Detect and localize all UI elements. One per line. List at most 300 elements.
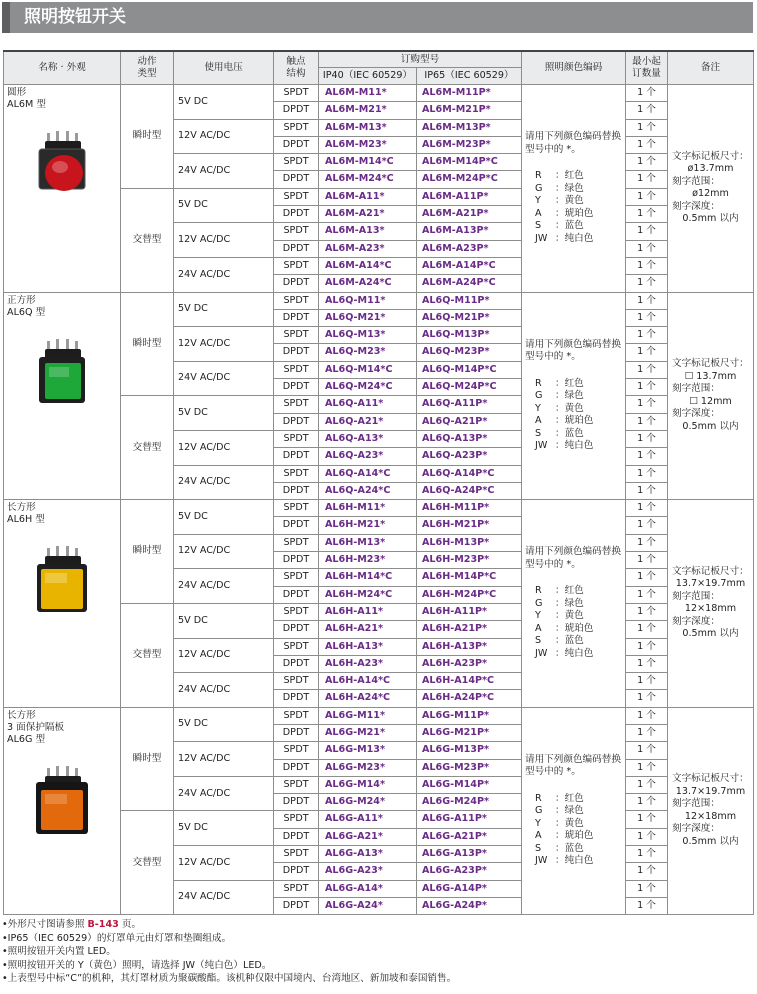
color-name: ：蓝色 xyxy=(555,635,584,647)
min-qty-cell: 1 个 xyxy=(626,828,668,845)
color-code: JW xyxy=(535,440,548,452)
color-name: ：绿色 xyxy=(555,390,584,402)
color-name: ：蓝色 xyxy=(555,842,584,854)
model-ip65: AL6M-A14P*C xyxy=(417,257,522,274)
model-ip40: AL6G-A13* xyxy=(319,846,417,863)
voltage-cell: 24V AC/DC xyxy=(174,880,274,915)
min-qty-cell: 1 个 xyxy=(626,552,668,569)
color-code: G xyxy=(535,597,543,609)
contact-cell: SPDT xyxy=(274,223,319,240)
min-qty-cell: 1 个 xyxy=(626,707,668,724)
model-ip65: AL6H-M14P*C xyxy=(417,569,522,586)
model-ip65: AL6G-M11P* xyxy=(417,707,522,724)
min-qty-cell: 1 个 xyxy=(626,413,668,430)
color-code-row xyxy=(525,233,622,246)
model-ip65: AL6Q-M21P* xyxy=(417,309,522,326)
model-ip40: AL6M-A13* xyxy=(319,223,417,240)
note-line: 文字标记板尺寸： xyxy=(672,773,749,785)
voltage-cell: 12V AC/DC xyxy=(174,119,274,154)
min-qty-cell: 1 个 xyxy=(626,863,668,880)
model-ip40: AL6M-A23* xyxy=(319,240,417,257)
note-line: 13.7×19.7mm xyxy=(675,785,746,797)
color-code-row xyxy=(525,598,622,611)
color-name: ：绿色 xyxy=(555,182,584,194)
contact-cell: DPDT xyxy=(274,897,319,914)
color-name: ：红色 xyxy=(555,792,584,804)
product-name-line2: 3 面保护隔板 xyxy=(7,721,65,733)
note-line: 刻字范围： xyxy=(672,175,720,187)
min-qty-cell: 1 个 xyxy=(626,275,668,292)
note-line: 12×18mm xyxy=(684,810,737,822)
min-qty-cell: 1 个 xyxy=(626,292,668,309)
contact-cell: DPDT xyxy=(274,240,319,257)
model-ip65: AL6H-M11P* xyxy=(417,500,522,517)
model-ip40: AL6G-M14* xyxy=(319,776,417,793)
contact-cell: DPDT xyxy=(274,136,319,153)
voltage-cell: 5V DC xyxy=(174,603,274,638)
min-qty-cell: 1 个 xyxy=(626,690,668,707)
min-qty-cell: 1 个 xyxy=(626,638,668,655)
header-min-text: 最小起 订数量 xyxy=(632,56,661,79)
contact-cell: DPDT xyxy=(274,171,319,188)
voltage-cell: 5V DC xyxy=(174,188,274,223)
table-row xyxy=(4,292,754,309)
contact-cell: SPDT xyxy=(274,292,319,309)
model-ip40: AL6M-M14*C xyxy=(319,154,417,171)
color-code-row xyxy=(525,428,622,441)
min-qty-cell: 1 个 xyxy=(626,327,668,344)
model-ip40: AL6H-A24*C xyxy=(319,690,417,707)
footnote-5: •上表型号中标“C”的机种，其灯罩材质为聚碳酸酯。该机种仅限中国境内、台湾地区、新加坡和泰国销售。 xyxy=(2,973,457,985)
voltage-cell: 24V AC/DC xyxy=(174,465,274,500)
model-ip65: AL6M-M11P* xyxy=(417,85,522,102)
table-row xyxy=(4,707,754,724)
contact-cell: SPDT xyxy=(274,673,319,690)
voltage-cell: 5V DC xyxy=(174,811,274,846)
min-qty-cell: 1 个 xyxy=(626,171,668,188)
min-qty-cell: 1 个 xyxy=(626,119,668,136)
min-qty-cell: 1 个 xyxy=(626,621,668,638)
product-name-line3: AL6G 型 xyxy=(7,733,46,745)
contact-cell: DPDT xyxy=(274,794,319,811)
model-ip65: AL6M-M13P* xyxy=(417,119,522,136)
model-ip40: AL6Q-A24*C xyxy=(319,482,417,499)
model-ip65: AL6Q-A24P*C xyxy=(417,482,522,499)
voltage-cell: 24V AC/DC xyxy=(174,154,274,189)
min-qty-cell: 1 个 xyxy=(626,759,668,776)
color-code-row xyxy=(525,220,622,233)
header-action-text: 动作 类型 xyxy=(137,56,157,79)
min-qty-cell: 1 个 xyxy=(626,846,668,863)
min-qty-cell: 1 个 xyxy=(626,136,668,153)
color-code-row xyxy=(525,403,622,416)
note-line: 文字标记板尺寸： xyxy=(672,358,749,370)
color-name: ：琥珀色 xyxy=(555,415,594,427)
header-color: 照明颜色编码 xyxy=(522,51,626,85)
min-qty-cell: 1 个 xyxy=(626,309,668,326)
contact-cell: SPDT xyxy=(274,327,319,344)
voltage-cell: 5V DC xyxy=(174,396,274,431)
color-code: Y xyxy=(535,817,541,829)
color-name: ：绿色 xyxy=(555,805,584,817)
min-qty-cell: 1 个 xyxy=(626,482,668,499)
color-code: A xyxy=(535,207,542,219)
model-ip40: AL6Q-M13* xyxy=(319,327,417,344)
note-line: 刻字深度： xyxy=(672,408,720,420)
contact-cell: SPDT xyxy=(274,154,319,171)
color-code: S xyxy=(535,427,542,439)
header-min xyxy=(626,51,668,85)
header-row-1 xyxy=(4,51,754,68)
model-ip65: AL6Q-M24P*C xyxy=(417,379,522,396)
color-code: Y xyxy=(535,610,541,622)
color-name: ：红色 xyxy=(555,170,584,182)
contact-cell: DPDT xyxy=(274,482,319,499)
color-name: ：黄色 xyxy=(555,195,584,207)
color-name: ：蓝色 xyxy=(555,220,584,232)
color-name: ：绿色 xyxy=(555,597,584,609)
model-ip65: AL6H-A11P* xyxy=(417,603,522,620)
min-qty-cell: 1 个 xyxy=(626,569,668,586)
model-ip65: AL6Q-M23P* xyxy=(417,344,522,361)
note-line: 刻字范围： xyxy=(672,798,720,810)
model-ip40: AL6M-M23* xyxy=(319,136,417,153)
contact-cell: DPDT xyxy=(274,863,319,880)
contact-cell: SPDT xyxy=(274,396,319,413)
footnote-1 xyxy=(2,918,754,932)
voltage-cell: 24V AC/DC xyxy=(174,673,274,708)
model-ip65: AL6M-A11P* xyxy=(417,188,522,205)
voltage-cell: 5V DC xyxy=(174,707,274,742)
color-code: JW xyxy=(535,855,548,867)
color-code-row xyxy=(525,635,622,648)
contact-cell: DPDT xyxy=(274,724,319,741)
contact-cell: DPDT xyxy=(274,586,319,603)
color-code-cell xyxy=(522,707,626,915)
model-ip40: AL6H-A21* xyxy=(319,621,417,638)
min-qty-cell: 1 个 xyxy=(626,586,668,603)
note-line: ø13.7mm xyxy=(687,163,734,175)
footnote-4: •照明按钮开关的 Y（黄色）照明，请选择 JW（纯白色）LED。 xyxy=(2,959,272,971)
contact-cell: SPDT xyxy=(274,500,319,517)
color-code-row xyxy=(525,183,622,196)
contact-cell: DPDT xyxy=(274,621,319,638)
color-code: G xyxy=(535,805,543,817)
contact-cell: SPDT xyxy=(274,811,319,828)
voltage-cell: 24V AC/DC xyxy=(174,776,274,811)
model-ip65: AL6H-A21P* xyxy=(417,621,522,638)
color-intro-text: 请用下列颜色编码替换型号中的 *。 xyxy=(525,546,621,570)
color-intro-text: 请用下列颜色编码替换型号中的 *。 xyxy=(525,131,621,155)
model-ip65: AL6Q-M13P* xyxy=(417,327,522,344)
model-ip40: AL6H-M14*C xyxy=(319,569,417,586)
footnote-3: •照明按钮开关内置 LED。 xyxy=(2,946,116,958)
model-ip40: AL6G-M24* xyxy=(319,794,417,811)
model-ip65: AL6G-M24P* xyxy=(417,794,522,811)
model-ip40: AL6H-M23* xyxy=(319,552,417,569)
model-ip40: AL6G-M11* xyxy=(319,707,417,724)
voltage-cell: 5V DC xyxy=(174,292,274,327)
color-code-row xyxy=(525,830,622,843)
product-table xyxy=(3,50,754,915)
model-ip40: AL6G-A14* xyxy=(319,880,417,897)
model-ip65: AL6M-M24P*C xyxy=(417,171,522,188)
note-line: 刻字范围： xyxy=(672,383,720,395)
color-code: S xyxy=(535,635,542,647)
note-cell xyxy=(668,707,754,915)
contact-cell: SPDT xyxy=(274,465,319,482)
color-code: G xyxy=(535,182,543,194)
color-code: R xyxy=(535,377,542,389)
model-ip65: AL6G-A14P* xyxy=(417,880,522,897)
color-name: ：纯白色 xyxy=(555,440,594,452)
header-action xyxy=(121,51,174,85)
model-ip65: AL6Q-A14P*C xyxy=(417,465,522,482)
color-code-row xyxy=(525,195,622,208)
contact-cell: SPDT xyxy=(274,846,319,863)
model-ip65: AL6G-A21P* xyxy=(417,828,522,845)
color-name: ：纯白色 xyxy=(555,647,594,659)
note-line: 文字标记板尺寸： xyxy=(672,565,749,577)
footnote-2: •IP65（IEC 60529）的灯罩单元由灯罩和垫圈组成。 xyxy=(2,932,232,944)
min-qty-cell: 1 个 xyxy=(626,673,668,690)
color-name: ：纯白色 xyxy=(555,855,594,867)
min-qty-cell: 1 个 xyxy=(626,724,668,741)
voltage-cell: 5V DC xyxy=(174,85,274,120)
model-ip40: AL6Q-M14*C xyxy=(319,361,417,378)
note-line: 0.5mm 以内 xyxy=(682,835,739,847)
product-name-line1: 长方形 xyxy=(7,502,36,514)
color-code-row xyxy=(525,610,622,623)
note-cell xyxy=(668,85,754,293)
table-row xyxy=(4,500,754,517)
contact-cell: DPDT xyxy=(274,309,319,326)
min-qty-cell: 1 个 xyxy=(626,880,668,897)
color-code: A xyxy=(535,830,542,842)
product-name-cell xyxy=(4,292,121,500)
color-name: ：红色 xyxy=(555,585,584,597)
note-line: 刻字范围： xyxy=(672,590,720,602)
model-ip65: AL6Q-M14P*C xyxy=(417,361,522,378)
color-code-row xyxy=(525,585,622,598)
color-intro-text: 请用下列颜色编码替换型号中的 *。 xyxy=(525,338,621,363)
color-code-row xyxy=(525,390,622,403)
voltage-cell: 12V AC/DC xyxy=(174,430,274,465)
color-name: ：琥珀色 xyxy=(555,207,594,219)
header-name: 名称 · 外观 xyxy=(4,51,121,85)
model-ip65: AL6Q-A21P* xyxy=(417,413,522,430)
color-code-row xyxy=(525,440,622,453)
model-ip65: AL6M-A21P* xyxy=(417,206,522,223)
product-name-cell xyxy=(4,707,121,915)
note-line: 刻字深度： xyxy=(672,615,720,627)
model-ip40: AL6G-A11* xyxy=(319,811,417,828)
product-image xyxy=(33,129,91,201)
model-ip40: AL6H-A14*C xyxy=(319,673,417,690)
color-code: JW xyxy=(535,647,548,659)
table-row xyxy=(4,85,754,102)
footnote-1-text: •外形尺寸图请参照 xyxy=(2,919,88,930)
color-name: ：琥珀色 xyxy=(555,830,594,842)
product-name-line1: 圆形 xyxy=(7,87,27,98)
model-ip40: AL6G-A21* xyxy=(319,828,417,845)
action-type-alternate: 交替型 xyxy=(121,396,174,500)
page-reference-link[interactable]: B-143 xyxy=(87,919,119,930)
product-name-line1: 正方形 xyxy=(7,294,36,306)
action-type-momentary: 瞬时型 xyxy=(121,500,174,604)
voltage-cell: 24V AC/DC xyxy=(174,361,274,396)
header-contact-text: 触点 结构 xyxy=(286,56,306,79)
model-ip40: AL6G-A23* xyxy=(319,863,417,880)
note-line: 文字标记板尺寸： xyxy=(672,150,749,162)
color-code-row xyxy=(525,818,622,831)
color-code: R xyxy=(535,170,542,182)
contact-cell: SPDT xyxy=(274,742,319,759)
product-image xyxy=(33,337,91,409)
note-line: 0.5mm 以内 xyxy=(682,213,739,225)
color-name: ：蓝色 xyxy=(555,427,584,439)
min-qty-cell: 1 个 xyxy=(626,188,668,205)
model-ip40: AL6G-M13* xyxy=(319,742,417,759)
contact-cell: SPDT xyxy=(274,430,319,447)
contact-cell: DPDT xyxy=(274,552,319,569)
color-code: S xyxy=(535,220,542,232)
model-ip65: AL6Q-M11P* xyxy=(417,292,522,309)
contact-cell: SPDT xyxy=(274,85,319,102)
min-qty-cell: 1 个 xyxy=(626,465,668,482)
model-ip65: AL6G-M14P* xyxy=(417,776,522,793)
model-ip40: AL6G-M21* xyxy=(319,724,417,741)
model-ip65: AL6M-M23P* xyxy=(417,136,522,153)
color-name: ：黄色 xyxy=(555,610,584,622)
color-name: ：琥珀色 xyxy=(555,622,594,634)
model-ip40: AL6Q-M11* xyxy=(319,292,417,309)
min-qty-cell: 1 个 xyxy=(626,811,668,828)
action-type-alternate: 交替型 xyxy=(121,811,174,915)
contact-cell: DPDT xyxy=(274,655,319,672)
min-qty-cell: 1 个 xyxy=(626,102,668,119)
contact-cell: SPDT xyxy=(274,880,319,897)
product-name-line2: AL6Q 型 xyxy=(7,306,46,318)
contact-cell: DPDT xyxy=(274,379,319,396)
min-qty-cell: 1 个 xyxy=(626,240,668,257)
product-image xyxy=(33,764,91,836)
model-ip40: AL6Q-A23* xyxy=(319,448,417,465)
color-name: ：纯白色 xyxy=(555,232,594,244)
model-ip65: AL6H-M21P* xyxy=(417,517,522,534)
min-qty-cell: 1 个 xyxy=(626,206,668,223)
contact-cell: DPDT xyxy=(274,344,319,361)
contact-cell: DPDT xyxy=(274,448,319,465)
color-code-row xyxy=(525,623,622,636)
color-code: R xyxy=(535,585,542,597)
product-name-line2: AL6M 型 xyxy=(7,99,46,110)
note-line: 刻字深度： xyxy=(672,200,720,212)
header-order: 订购型号 xyxy=(319,51,522,68)
model-ip40: AL6M-M21* xyxy=(319,102,417,119)
model-ip65: AL6Q-A23P* xyxy=(417,448,522,465)
model-ip40: AL6Q-A21* xyxy=(319,413,417,430)
min-qty-cell: 1 个 xyxy=(626,379,668,396)
min-qty-cell: 1 个 xyxy=(626,223,668,240)
contact-cell: DPDT xyxy=(274,828,319,845)
contact-cell: DPDT xyxy=(274,413,319,430)
product-table-body xyxy=(4,85,754,915)
action-type-momentary: 瞬时型 xyxy=(121,707,174,811)
min-qty-cell: 1 个 xyxy=(626,396,668,413)
model-ip65: AL6G-A13P* xyxy=(417,846,522,863)
min-qty-cell: 1 个 xyxy=(626,361,668,378)
action-type-momentary: 瞬时型 xyxy=(121,85,174,189)
product-name-line2: AL6H 型 xyxy=(7,514,45,526)
contact-cell: SPDT xyxy=(274,188,319,205)
color-code: JW xyxy=(535,232,548,244)
header-note: 备注 xyxy=(668,51,754,85)
color-code-cell xyxy=(522,85,626,293)
title-accent xyxy=(2,2,10,33)
model-ip65: AL6G-M21P* xyxy=(417,724,522,741)
contact-cell: SPDT xyxy=(274,534,319,551)
voltage-cell: 12V AC/DC xyxy=(174,534,274,569)
footnotes xyxy=(2,918,754,986)
contact-cell: DPDT xyxy=(274,517,319,534)
color-code-row xyxy=(525,793,622,806)
model-ip65: AL6M-M14P*C xyxy=(417,154,522,171)
color-code: Y xyxy=(535,195,541,207)
model-ip40: AL6M-A24*C xyxy=(319,275,417,292)
note-line: 0.5mm 以内 xyxy=(682,420,739,432)
note-cell xyxy=(668,292,754,500)
contact-cell: DPDT xyxy=(274,690,319,707)
model-ip65: AL6G-A23P* xyxy=(417,863,522,880)
min-qty-cell: 1 个 xyxy=(626,430,668,447)
note-line: ☐ 12mm xyxy=(689,395,732,407)
model-ip65: AL6G-M13P* xyxy=(417,742,522,759)
color-code: A xyxy=(535,622,542,634)
color-name: ：黄色 xyxy=(555,817,584,829)
model-ip65: AL6Q-A13P* xyxy=(417,430,522,447)
note-line: 刻字深度： xyxy=(672,823,720,835)
model-ip40: AL6Q-M24*C xyxy=(319,379,417,396)
color-code-row xyxy=(525,843,622,856)
contact-cell: DPDT xyxy=(274,759,319,776)
action-type-alternate: 交替型 xyxy=(121,603,174,707)
section-title-bar xyxy=(2,2,753,33)
contact-cell: SPDT xyxy=(274,638,319,655)
color-code-row xyxy=(525,415,622,428)
color-code-cell xyxy=(522,500,626,708)
model-ip40: AL6M-A11* xyxy=(319,188,417,205)
model-ip65: AL6H-A23P* xyxy=(417,655,522,672)
color-code-cell xyxy=(522,292,626,500)
min-qty-cell: 1 个 xyxy=(626,500,668,517)
header-ip40: IP40（IEC 60529） xyxy=(319,68,417,85)
model-ip40: AL6H-M21* xyxy=(319,517,417,534)
min-qty-cell: 1 个 xyxy=(626,154,668,171)
model-ip40: AL6M-M11* xyxy=(319,85,417,102)
color-code: R xyxy=(535,792,542,804)
note-line: 0.5mm 以内 xyxy=(682,628,739,640)
model-ip40: AL6H-A13* xyxy=(319,638,417,655)
model-ip65: AL6H-M13P* xyxy=(417,534,522,551)
min-qty-cell: 1 个 xyxy=(626,448,668,465)
note-line: ☐ 13.7mm xyxy=(684,370,737,382)
min-qty-cell: 1 个 xyxy=(626,85,668,102)
header-ip65: IP65（IEC 60529） xyxy=(417,68,522,85)
model-ip40: AL6H-M13* xyxy=(319,534,417,551)
color-intro-text: 请用下列颜色编码替换型号中的 *。 xyxy=(525,753,621,778)
color-code-row xyxy=(525,170,622,183)
